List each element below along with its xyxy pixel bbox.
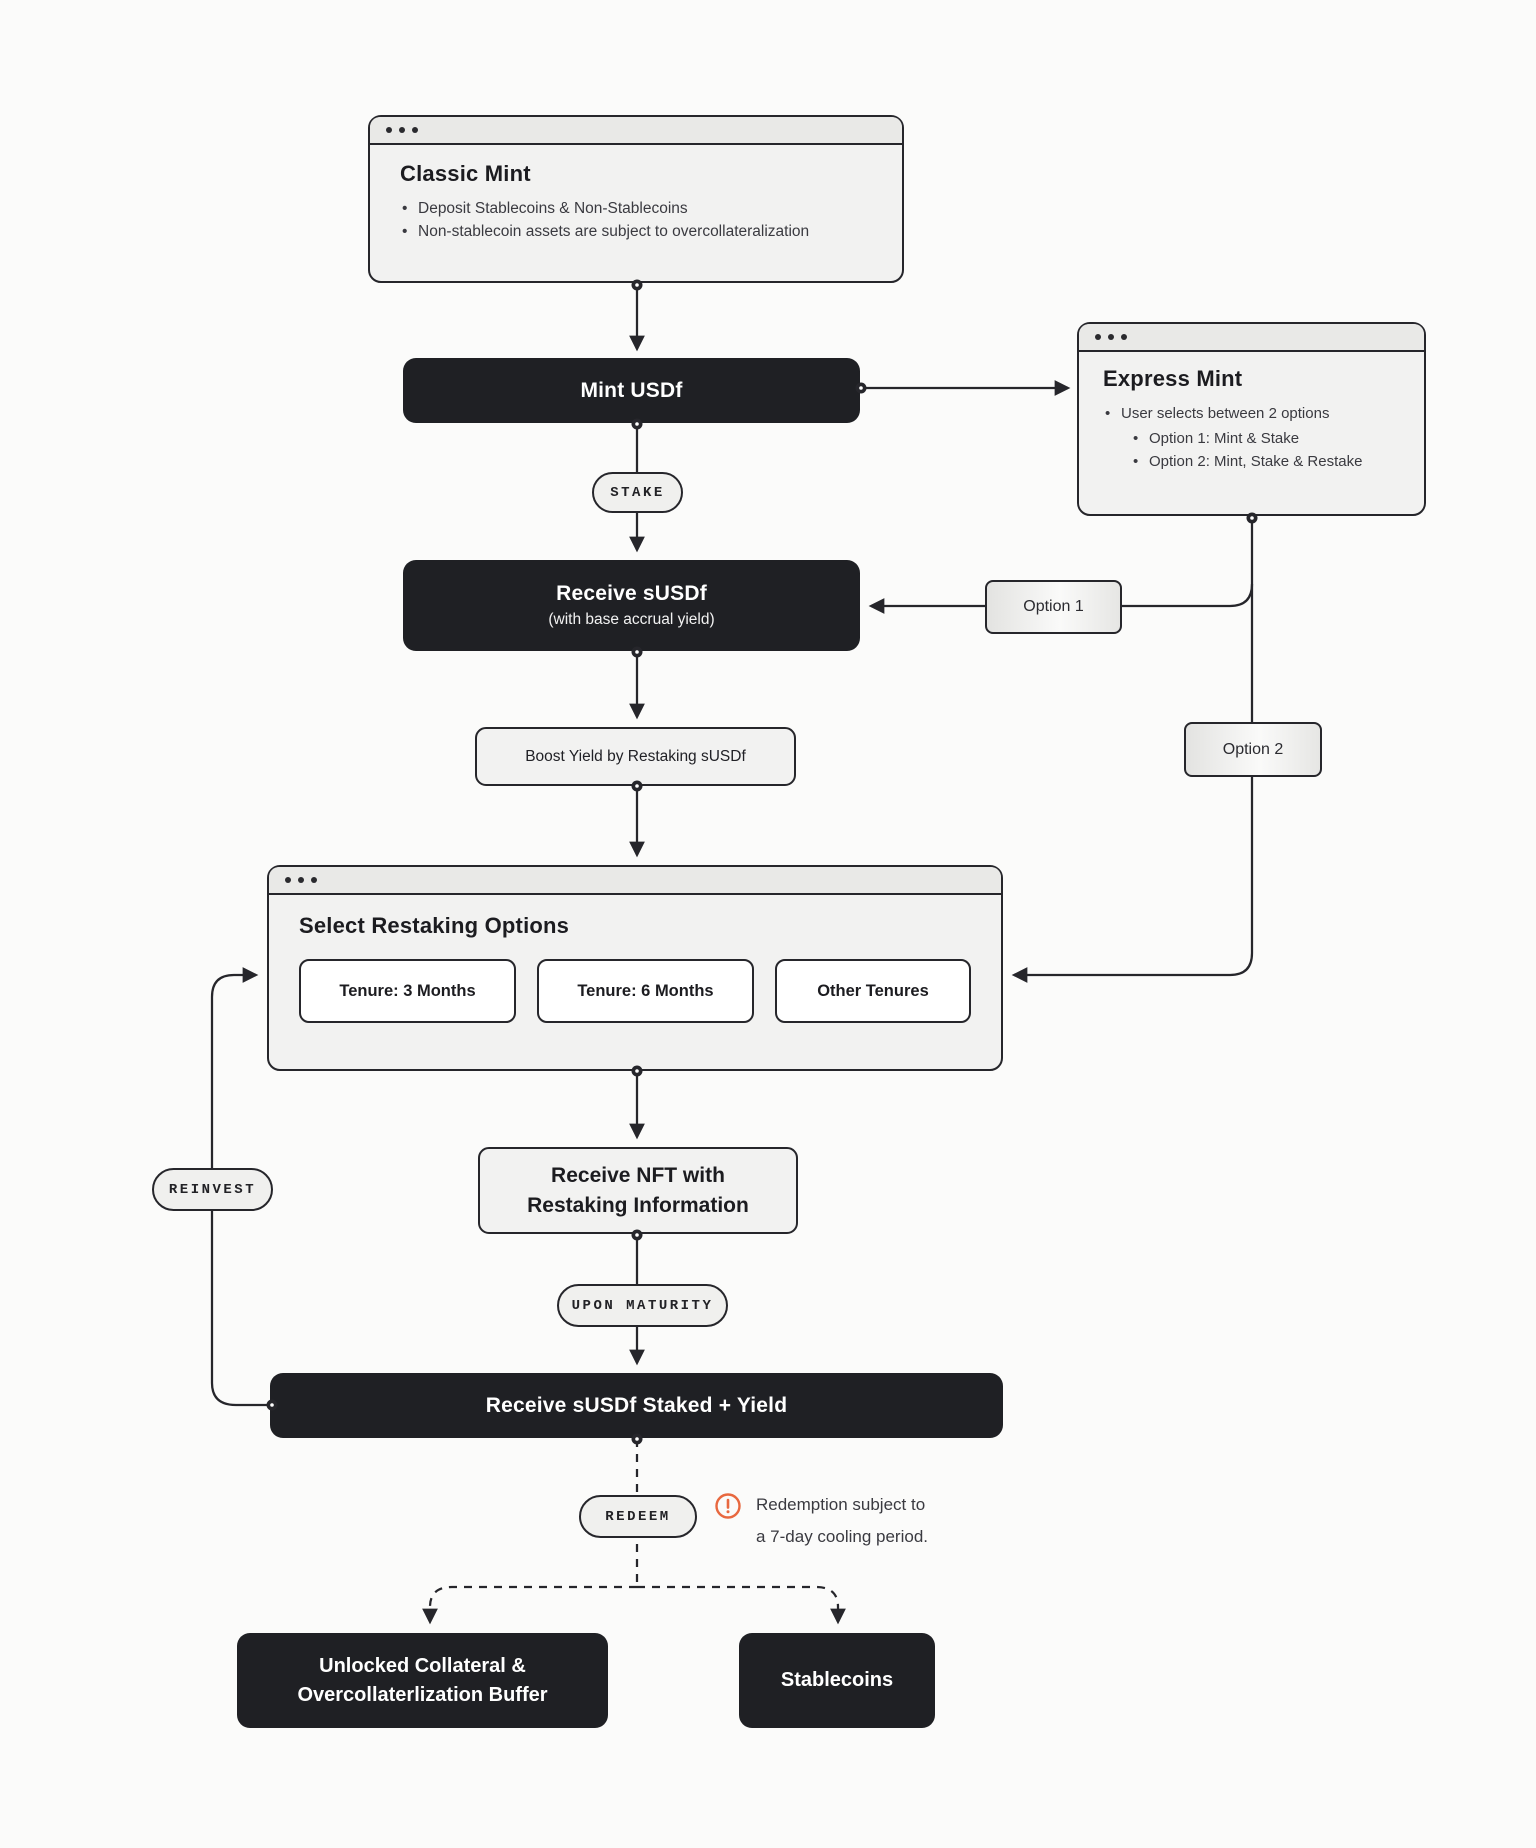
receive-staked-node	[270, 1373, 1003, 1438]
redeem-pill: REDEEM	[579, 1495, 697, 1538]
window-dot-icon	[399, 127, 405, 133]
window-dot-icon	[1121, 334, 1127, 340]
window-titlebar	[269, 867, 1001, 895]
window-titlebar	[370, 117, 902, 145]
window-dot-icon	[1108, 334, 1114, 340]
classic-mint-title: Classic Mint	[400, 161, 531, 186]
classic-mint-bullet: • Non-stablecoin assets are subject to overcollateralization	[400, 220, 872, 243]
receive-nft-line1: Receive NFT with	[551, 1164, 725, 1188]
receive-nft-line2: Restaking Information	[527, 1193, 749, 1217]
reinvest-pill: REINVEST	[152, 1168, 273, 1211]
receive-nft-node	[478, 1147, 798, 1234]
redemption-note	[714, 1489, 1014, 1553]
other-tenures-button: Other Tenures	[775, 959, 971, 1023]
express-mint-title: Express Mint	[1103, 366, 1243, 391]
window-dot-icon	[285, 877, 291, 883]
express-mint-window	[1077, 322, 1426, 516]
tenure-3-months-button: Tenure: 3 Months	[299, 959, 516, 1023]
upon-maturity-pill: UPON MATURITY	[557, 1284, 728, 1327]
option-1-tag: Option 1	[985, 580, 1122, 634]
mint-usdf-label: Mint USDf	[580, 378, 683, 402]
select-restaking-title: Select Restaking Options	[299, 913, 570, 938]
receive-susdf-node	[403, 560, 860, 651]
receive-susdf-title: Receive sUSDf	[556, 582, 707, 605]
stablecoins-node	[739, 1633, 935, 1728]
express-mint-option-bullet: • Option 2: Mint, Stake & Restake	[1131, 450, 1400, 473]
unlocked-collateral-line2: Overcollaterlization Buffer	[297, 1683, 548, 1706]
option-2-tag: Option 2	[1184, 722, 1322, 777]
mint-usdf-node	[403, 358, 860, 423]
window-titlebar	[1079, 324, 1424, 352]
unlocked-collateral-line1: Unlocked Collateral &	[319, 1654, 526, 1677]
redemption-note-line2: a 7-day cooling period.	[756, 1527, 929, 1546]
receive-susdf-subtitle: (with base accrual yield)	[548, 611, 715, 628]
select-restaking-window	[267, 865, 1003, 1071]
window-dot-icon	[1095, 334, 1101, 340]
classic-mint-bullet: • Deposit Stablecoins & Non-Stablecoins	[400, 197, 872, 220]
stake-pill: STAKE	[592, 472, 683, 513]
window-dot-icon	[412, 127, 418, 133]
window-dot-icon	[311, 877, 317, 883]
tenure-6-months-button: Tenure: 6 Months	[537, 959, 754, 1023]
warning-icon	[714, 1492, 742, 1520]
receive-staked-label: Receive sUSDf Staked + Yield	[485, 1393, 788, 1417]
unlocked-collateral-node	[237, 1633, 608, 1728]
boost-yield-node: Boost Yield by Restaking sUSDf	[475, 727, 796, 786]
stablecoins-label: Stablecoins	[780, 1669, 894, 1691]
express-mint-option-bullet: • Option 1: Mint & Stake	[1131, 427, 1400, 450]
window-dot-icon	[386, 127, 392, 133]
window-dot-icon	[298, 877, 304, 883]
classic-mint-window	[368, 115, 904, 283]
redemption-note-line1: Redemption subject to	[756, 1495, 926, 1514]
express-mint-bullet: • User selects between 2 options	[1103, 402, 1400, 425]
